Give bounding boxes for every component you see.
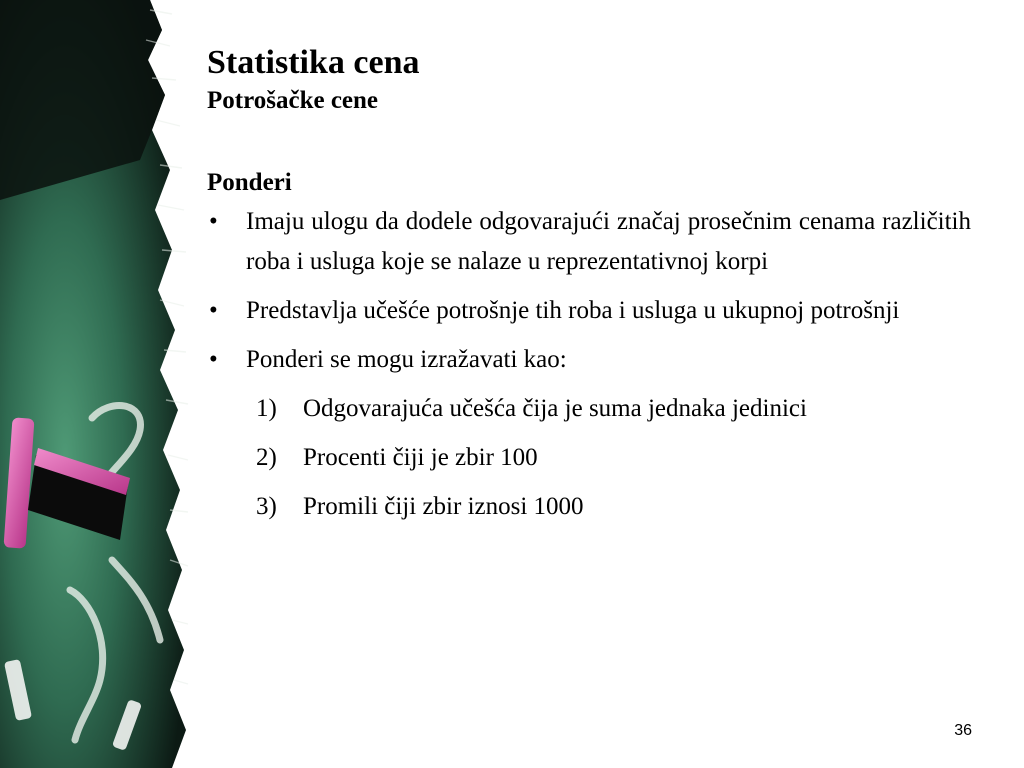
bullet-item bbox=[207, 340, 971, 380]
numbered-text: Procenti čiji je zbir 100 bbox=[303, 444, 538, 471]
bullet-item bbox=[207, 202, 971, 282]
numbered-text: Odgovarajuća učešća čija je suma jednaka jedinici bbox=[303, 395, 807, 422]
numbered-item bbox=[256, 438, 971, 478]
slide-subtitle: Potrošačke cene bbox=[207, 87, 379, 114]
bullet-marker: • bbox=[209, 208, 218, 235]
chalkboard-decoration-icon bbox=[0, 0, 190, 768]
bullet-text: Ponderi se mogu izražavati kao: bbox=[246, 346, 567, 373]
section-heading: Ponderi bbox=[207, 169, 292, 196]
bullet-item bbox=[207, 291, 971, 331]
numbered-marker: 1) bbox=[256, 395, 277, 422]
numbered-item bbox=[256, 487, 971, 527]
page-number: 36 bbox=[954, 722, 972, 739]
bullet-text: Imaju ulogu da dodele odgovarajući značaj prosečnim cenama različitih roba i usluga koje se nalaze u reprezentativnoj korpi bbox=[246, 208, 971, 275]
numbered-marker: 3) bbox=[256, 493, 277, 520]
bullet-marker: • bbox=[209, 297, 218, 324]
numbered-list bbox=[256, 389, 971, 527]
numbered-marker: 2) bbox=[256, 444, 277, 471]
numbered-item bbox=[256, 389, 971, 429]
numbered-text: Promili čiji zbir iznosi 1000 bbox=[303, 493, 584, 520]
bullet-list bbox=[207, 202, 971, 380]
slide-title: Statistika cena bbox=[207, 44, 420, 81]
bullet-marker: • bbox=[209, 346, 218, 373]
bullet-text: Predstavlja učešće potrošnje tih roba i usluga u ukupnoj potrošnji bbox=[246, 297, 900, 324]
slide-content bbox=[207, 44, 971, 536]
